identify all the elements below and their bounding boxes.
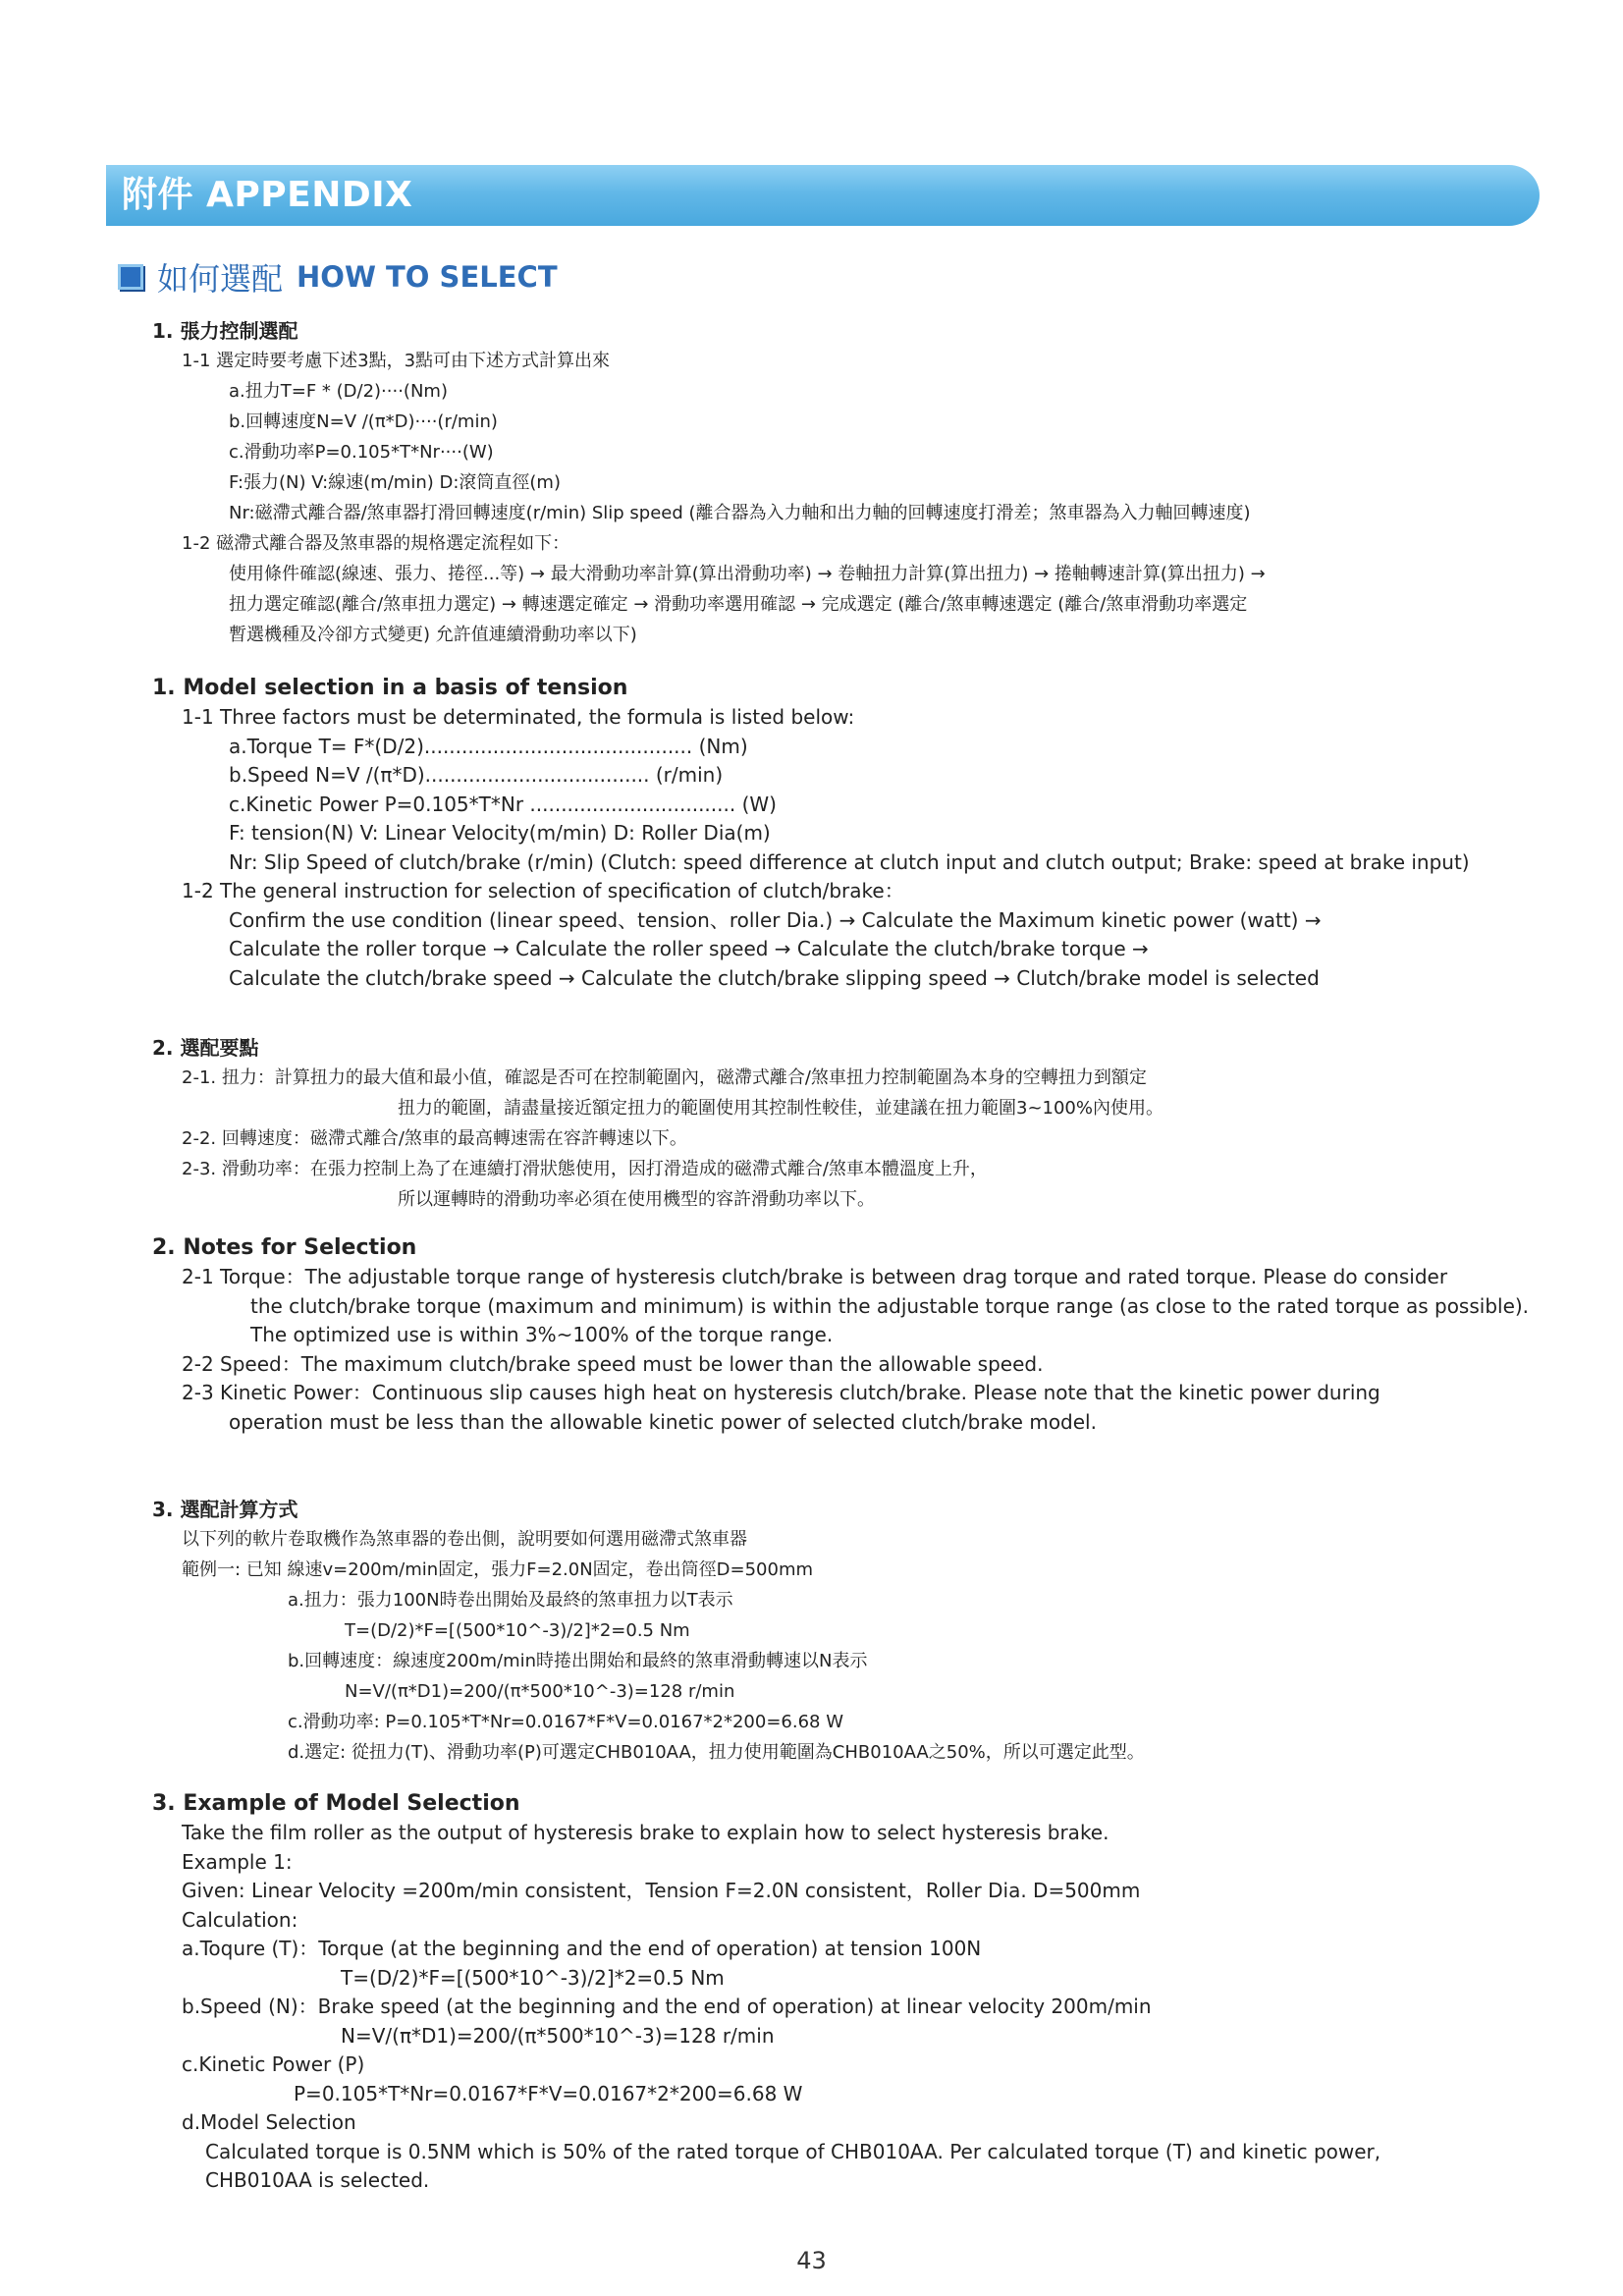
text-line: 以下列的軟片卷取機作為煞車器的卷出側，說明要如何選用磁滯式煞車器 <box>182 1529 747 1550</box>
text-line: 2-3 Kinetic Power：Continuous slip causes high heat on hysteresis clutch/brake. Please note that the kinetic power during <box>182 1381 1380 1404</box>
text-line: 暫選機種及冷卻方式變更) 允許值連續滑動功率以下) <box>229 625 637 645</box>
text-line: b.回轉速度N=V /(π*D)····(r/min) <box>229 411 498 432</box>
text-line: Nr:磁滯式離合器/煞車器打滑回轉速度(r/min) Slip speed (離合器為入力軸和出力軸的回轉速度打滑差；煞車器為入力軸回轉速度) <box>229 503 1251 523</box>
section-1-en <box>152 674 1576 993</box>
text-line: Calculate the clutch/brake speed → Calculate the clutch/brake slipping speed → Clutch/brake model is selected <box>229 965 1320 990</box>
section-heading: 2. 選配要點 <box>152 1036 259 1060</box>
text-line: Calculation: <box>182 1907 298 1932</box>
section-heading: 3. 選配計算方式 <box>152 1498 298 1521</box>
text-line: Example 1: <box>182 1849 293 1874</box>
heading-zh: 如何選配 <box>157 260 284 298</box>
section-2-en <box>152 1233 1576 1437</box>
text-line: 1-2 The general instruction for selection of specification of clutch/brake： <box>182 879 904 902</box>
text-line: 1-1 Three factors must be determinated, the formula is listed below: <box>182 705 855 729</box>
section-heading: 2. Notes for Selection <box>152 1235 417 1260</box>
text-line: a.扭力：張力100N時卷出開始及最終的煞車扭力以T表示 <box>288 1590 733 1611</box>
text-line: 2-1. 扭力：計算扭力的最大值和最小值，確認是否可在控制範圍內，磁滯式離合/煞車扭力控制範圍為本身的空轉扭力到額定 <box>182 1067 1147 1088</box>
square-bullet-icon <box>118 264 143 290</box>
text-line: 扭力的範圍，請盡量接近額定扭力的範圍使用其控制性較佳，並建議在扭力範圍3~100%內使用。 <box>398 1098 1163 1119</box>
text-line: N=V/(π*D1)=200/(π*500*10^-3)=128 r/min <box>345 1681 735 1702</box>
text-line: 範例一: 已知 線速v=200m/min固定，張力F=2.0N固定，卷出筒徑D=500mm <box>182 1559 814 1580</box>
how-to-select-heading <box>118 253 558 301</box>
text-line: 所以運轉時的滑動功率必須在使用機型的容許滑動功率以下。 <box>398 1189 875 1210</box>
section-3-zh <box>152 1495 1576 1768</box>
text-line: c.滑動功率P=0.105*T*Nr····(W) <box>229 442 494 463</box>
text-line: operation must be less than the allowable kinetic power of selected clutch/brake model. <box>229 1409 1097 1434</box>
text-line: b.Speed (N)：Brake speed (at the beginning and the end of operation) at linear velocity 200m/min <box>182 1995 1152 2018</box>
text-line: c.滑動功率: P=0.105*T*Nr=0.0167*F*V=0.0167*2*200=6.68 W <box>288 1712 844 1732</box>
text-line: F: tension(N) V: Linear Velocity(m/min) D: Roller Dia(m) <box>229 821 771 845</box>
text-line: 使用條件確認(線速、張力、捲徑...等) → 最大滑動功率計算(算出滑動功率) → 卷軸扭力計算(算出扭力) → 捲軸轉速計算(算出扭力) → <box>229 564 1266 584</box>
text-line: c.Kinetic Power P=0.105*T*Nr ................................. (W) <box>229 792 777 816</box>
text-line: Given: Linear Velocity =200m/min consistent，Tension F=2.0N consistent，Roller Dia. D=500mm <box>182 1879 1141 1902</box>
text-line: Take the film roller as the output of hysteresis brake to explain how to select hysteresis brake. <box>182 1821 1109 1844</box>
text-line: a.Toqure (T)：Torque (at the beginning and the end of operation) at tension 100N <box>182 1937 982 1960</box>
heading-en: HOW TO SELECT <box>297 260 558 294</box>
page-number: 43 <box>796 2247 827 2274</box>
text-line: 1-2 磁滯式離合器及煞車器的規格選定流程如下： <box>182 533 570 554</box>
text-line: 2-1 Torque：The adjustable torque range of hysteresis clutch/brake is between drag torque and rated torque. Please do consider <box>182 1265 1448 1288</box>
text-line: N=V/(π*D1)=200/(π*500*10^-3)=128 r/min <box>341 2023 775 2048</box>
appendix-banner <box>106 165 1540 226</box>
text-line: The optimized use is within 3%~100% of the torque range. <box>250 1323 834 1346</box>
text-line: d.Model Selection <box>182 2110 356 2134</box>
text-line: T=(D/2)*F=[(500*10^-3)/2]*2=0.5 Nm <box>341 1965 725 1990</box>
section-heading: 1. 張力控制選配 <box>152 319 298 343</box>
text-line: P=0.105*T*Nr=0.0167*F*V=0.0167*2*200=6.68 W <box>294 2081 803 2105</box>
text-line: Calculated torque is 0.5NM which is 50% of the rated torque of CHB010AA. Per calculated torque (T) and kinetic power, <box>205 2139 1381 2163</box>
section-2-zh <box>152 1033 1576 1215</box>
text-line: c.Kinetic Power (P) <box>182 2052 365 2076</box>
text-line: Confirm the use condition (linear speed、tension、roller Dia.) → Calculate the Maximum kinetic power (watt) → <box>229 907 1322 932</box>
section-1-zh <box>152 316 1576 650</box>
text-line: b.回轉速度：線速度200m/min時捲出開始和最終的煞車滑動轉速以N表示 <box>288 1651 868 1671</box>
text-line: a.扭力T=F * (D/2)····(Nm) <box>229 381 448 402</box>
text-line: Nr: Slip Speed of clutch/brake (r/min) (Clutch: speed difference at clutch input and clutch output; Brake: speed at brake input) <box>229 849 1470 874</box>
section-heading: 1. Model selection in a basis of tension <box>152 676 628 700</box>
section-heading: 3. Example of Model Selection <box>152 1791 520 1816</box>
text-line: 2-2 Speed：The maximum clutch/brake speed must be lower than the allowable speed. <box>182 1351 1044 1376</box>
text-line: 1-1 選定時要考慮下述3點，3點可由下述方式計算出來 <box>182 351 611 371</box>
text-line: CHB010AA is selected. <box>205 2168 430 2192</box>
text-line: T=(D/2)*F=[(500*10^-3)/2]*2=0.5 Nm <box>345 1620 690 1641</box>
appendix-title: 附件 APPENDIX <box>122 175 413 215</box>
text-line: 2-2. 回轉速度：磁滯式離合/煞車的最高轉速需在容許轉速以下。 <box>182 1128 687 1149</box>
text-line: b.Speed N=V /(π*D).................................... (r/min) <box>229 763 724 787</box>
text-line: the clutch/brake torque (maximum and minimum) is within the adjustable torque range (as close to the rated torque as possible). <box>250 1293 1530 1318</box>
section-3-en <box>152 1789 1576 2196</box>
text-line: 扭力選定確認(離合/煞車扭力選定) → 轉速選定確定 → 滑動功率選用確認 → 完成選定 (離合/煞車轉速選定 (離合/煞車滑動功率選定 <box>229 594 1248 615</box>
text-line: F:張力(N) V:線速(m/min) D:滾筒直徑(m) <box>229 472 561 493</box>
text-line: 2-3. 滑動功率：在張力控制上為了在連續打滑狀態使用，因打滑造成的磁滯式離合/煞車本體溫度上升， <box>182 1159 988 1179</box>
text-line: a.Torque T= F*(D/2)........................................... (Nm) <box>229 734 748 758</box>
text-line: Calculate the roller torque → Calculate the roller speed → Calculate the clutch/brake torque → <box>229 937 1149 960</box>
text-line: d.選定: 從扭力(T)、滑動功率(P)可選定CHB010AA，扭力使用範圍為CHB010AA之50%，所以可選定此型。 <box>288 1742 1145 1763</box>
